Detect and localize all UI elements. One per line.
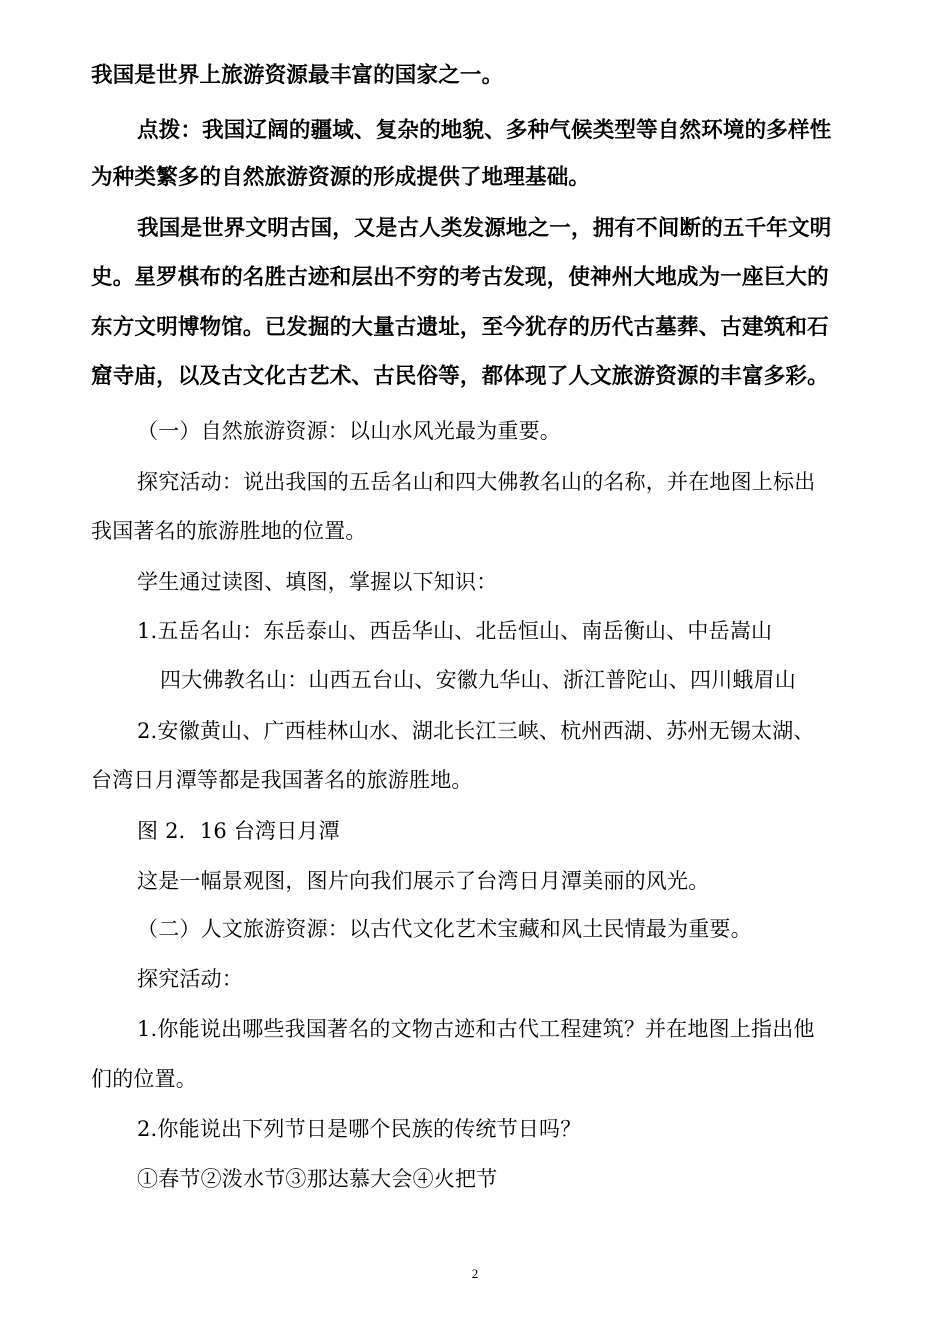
paragraph-line: 台湾日月潭等都是我国著名的旅游胜地。 [91, 768, 473, 792]
paragraph-line: 探究活动： [137, 967, 243, 991]
paragraph-line: 我国是世界上旅游资源最丰富的国家之一。 [91, 63, 504, 88]
paragraph-line: 我国著名的旅游胜地的位置。 [91, 519, 367, 543]
list-item: 2.安徽黄山、广西桂林山水、湖北长江三峡、杭州西湖、苏州无锡太湖、 [137, 719, 815, 743]
paragraph-line: 窟寺庙，以及古文化古艺术、古民俗等，都体现了人文旅游资源的丰富多彩。 [91, 364, 829, 389]
paragraph-line: 为种类繁多的自然旅游资源的形成提供了地理基础。 [91, 165, 591, 190]
paragraph-line: 们的位置。 [91, 1067, 197, 1091]
paragraph-line: 探究活动：说出我国的五岳名山和四大佛教名山的名称，并在地图上标出 [137, 470, 816, 494]
paragraph-line: 史。星罗棋布的名胜古迹和层出不穷的考古发现，使神州大地成为一座巨大的 [91, 265, 829, 290]
paragraph-line: 点拨：我国辽阔的疆域、复杂的地貌、多种气候类型等自然环境的多样性 [137, 118, 832, 143]
paragraph-line: 这是一幅景观图，图片向我们展示了台湾日月潭美丽的风光。 [137, 869, 710, 893]
paragraph-line: 我国是世界文明古国，又是古人类发源地之一，拥有不间断的五千年文明 [137, 216, 832, 241]
section-heading: （一）自然旅游资源：以山水风光最为重要。 [137, 419, 561, 443]
page-number: 2 [471, 1266, 479, 1281]
figure-caption: 图 2．16 台湾日月潭 [137, 819, 340, 843]
section-heading: （二）人文旅游资源：以古代文化艺术宝藏和风土民情最为重要。 [137, 917, 752, 941]
paragraph-line: 东方文明博物馆。已发掘的大量古遗址，至今犹存的历代古墓葬、古建筑和石 [91, 315, 829, 340]
list-item: 1.你能说出哪些我国著名的文物古迹和古代工程建筑？并在地图上指出他 [137, 1017, 815, 1041]
list-item: 2.你能说出下列节日是哪个民族的传统节日吗？ [137, 1117, 582, 1141]
paragraph-line: ①春节②泼水节③那达慕大会④火把节 [137, 1167, 498, 1191]
paragraph-line: 学生通过读图、填图，掌握以下知识： [137, 570, 498, 594]
list-item: 四大佛教名山：山西五台山、安徽九华山、浙江普陀山、四川蛾眉山 [160, 668, 796, 692]
list-item: 1.五岳名山：东岳泰山、西岳华山、北岳恒山、南岳衡山、中岳嵩山 [137, 619, 773, 643]
